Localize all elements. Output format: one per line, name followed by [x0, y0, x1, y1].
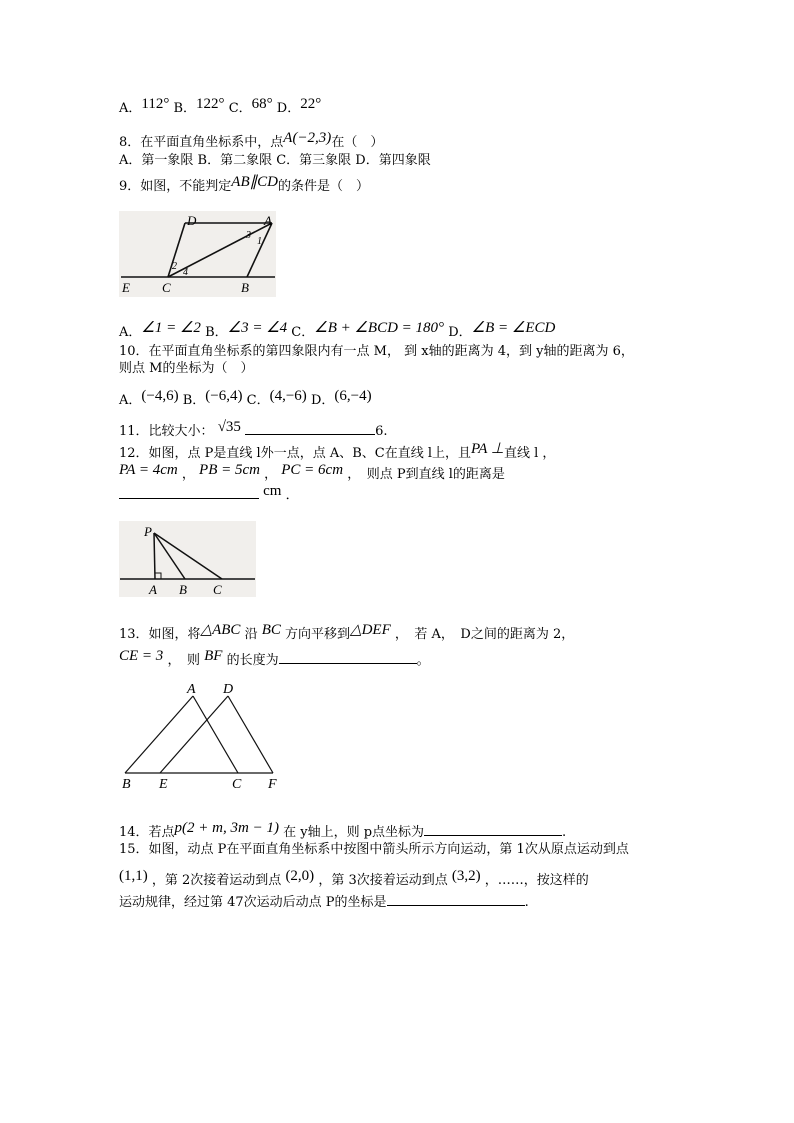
- q9-options: [119, 320, 556, 341]
- option-d-value: ∠B = ∠ECD: [471, 320, 556, 336]
- question-text: 在 y轴上，则 p点坐标为: [283, 825, 425, 840]
- label-B: B: [179, 582, 187, 597]
- option-letter: A．: [119, 325, 142, 340]
- option-a-value: 112°: [141, 96, 170, 112]
- unit: cm: [263, 483, 282, 499]
- q12-line3: [119, 485, 299, 504]
- segment-ba: [125, 696, 193, 773]
- question-text: ，第 3次接着运动到点: [318, 873, 448, 888]
- option-letter: C．: [291, 325, 315, 340]
- option-b-value: ∠3 = ∠4: [227, 320, 288, 336]
- math-bf: BF: [204, 648, 223, 664]
- question-text: 8．在平面直角坐标系中，点: [119, 135, 284, 150]
- question-text: ，第 2次接着运动到点: [151, 873, 282, 888]
- option-letter: C．: [228, 101, 252, 116]
- label-F: F: [268, 777, 277, 792]
- q15-line2: [119, 868, 589, 889]
- option-c-value: (4,−6): [269, 388, 307, 404]
- angle-label-3: 3: [246, 230, 251, 241]
- q7-options: [119, 96, 322, 117]
- option-d-value: 22°: [300, 96, 322, 112]
- math-condition: AB∥CD: [231, 174, 278, 190]
- option-letter: A．: [119, 101, 142, 116]
- option-d-value: (6,−4): [334, 388, 372, 404]
- q10-options: [119, 388, 372, 409]
- answer-blank[interactable]: [424, 822, 562, 836]
- option-a-value: ∠1 = ∠2: [141, 320, 201, 336]
- question-text: 11．比较大小：: [119, 424, 214, 439]
- question-text: 的长度为: [226, 653, 279, 668]
- math-point: A(−2,3): [283, 130, 332, 146]
- q12-figure: [119, 521, 256, 597]
- q14-stem: [119, 822, 566, 841]
- q13-figure: [119, 680, 284, 792]
- q10-line1: 10．在平面直角坐标系的第四象限内有一点 M， 到 x轴的距离为 4，到 y轴的距离为 6，: [119, 344, 634, 359]
- math-pc: PC = 6cm: [281, 462, 344, 478]
- label-A: A: [149, 582, 157, 597]
- angle-label-1: 1: [257, 236, 262, 247]
- option-letter: B．: [205, 325, 228, 340]
- option-letter: D．: [448, 325, 472, 340]
- question-text: 6.: [375, 424, 388, 439]
- option-letter: A．: [119, 393, 142, 408]
- question-text: 方向平移到: [285, 627, 351, 642]
- q12-line2: [119, 462, 505, 483]
- math-triangle-abc: △ABC: [200, 622, 241, 638]
- question-text: ， 则: [167, 653, 200, 668]
- label-C: C: [213, 582, 222, 597]
- angle-label-4: 4: [183, 267, 188, 278]
- label-P: P: [144, 524, 152, 539]
- q10-line2: 则点 M的坐标为（ ）: [119, 361, 254, 376]
- option-c-value: ∠B + ∠BCD = 180°: [314, 320, 445, 336]
- math-perp: PA ⊥: [471, 441, 504, 457]
- label-A: A: [264, 213, 272, 228]
- answer-blank[interactable]: [119, 485, 259, 499]
- question-text: 13．如图，将: [119, 627, 201, 642]
- q8-options: A．第一象限 B．第二象限 C．第三象限 D．第四象限: [119, 153, 431, 168]
- label-C: C: [232, 777, 242, 792]
- separator: ，: [264, 467, 278, 482]
- answer-blank[interactable]: [279, 650, 417, 664]
- math-bc: BC: [261, 622, 281, 638]
- math-point-p: p(2 + m, 3m − 1): [174, 820, 279, 836]
- punct: ．: [285, 488, 299, 503]
- q13-line2: [119, 650, 430, 669]
- question-text: ， 则点 P到直线 l的距离是: [347, 467, 505, 482]
- q13-line1: [119, 622, 575, 643]
- label-A: A: [187, 682, 196, 697]
- punct: 。: [416, 653, 430, 668]
- question-text: 在（ ）: [331, 135, 384, 150]
- question-text: 的条件是（ ）: [277, 179, 369, 194]
- math-pb: PB = 5cm: [199, 462, 260, 478]
- math-triangle-def: △DEF: [350, 622, 391, 638]
- option-letter: D．: [276, 101, 301, 116]
- math-point-2: (2,0): [285, 868, 315, 884]
- label-B: B: [241, 280, 249, 295]
- label-D: D: [223, 682, 234, 697]
- q11-stem: [119, 421, 387, 440]
- q9-figure: [119, 211, 276, 297]
- option-letter: D．: [310, 393, 335, 408]
- question-text: 9．如图，不能判定: [119, 179, 232, 194]
- label-D: D: [187, 213, 197, 228]
- math-ce: CE = 3: [119, 648, 164, 664]
- option-letter: B．: [173, 101, 197, 116]
- question-text: 14．若点: [119, 825, 175, 840]
- question-text: 运动规律，经过第 47次运动后动点 P的坐标是: [119, 895, 387, 910]
- q15-line1: 15．如图，动点 P在平面直角坐标系中按图中箭头所示方向运动，第 1次从原点运动到点: [119, 842, 629, 857]
- question-text: 12．如图，点 P是直线 l外一点，点 A、B、C在直线 l上，且: [119, 446, 472, 461]
- label-E: E: [122, 280, 130, 295]
- label-E: E: [159, 777, 168, 792]
- q9-stem: [119, 174, 369, 195]
- option-a-value: (−4,6): [141, 388, 179, 404]
- separator: ，: [181, 467, 195, 482]
- math-pa: PA = 4cm: [119, 462, 178, 478]
- q12-line1: [119, 441, 556, 462]
- segment-ed: [160, 696, 228, 773]
- question-text: 直线 l ，: [503, 446, 556, 461]
- punct: .: [562, 825, 567, 840]
- question-text: ， 若 A， D之间的距离为 2，: [394, 627, 575, 642]
- math-sqrt: √35: [217, 419, 241, 435]
- segment-ac: [193, 696, 238, 773]
- option-b-value: 122°: [196, 96, 225, 112]
- math-point-1: (1,1): [119, 868, 148, 884]
- question-text: 沿: [244, 627, 258, 642]
- segment-df: [228, 696, 273, 773]
- q15-line3: [119, 892, 529, 911]
- q8-stem: [119, 130, 384, 151]
- option-c-value: 68°: [251, 96, 273, 112]
- option-letter: C．: [246, 393, 270, 408]
- math-point-3: (3,2): [451, 868, 481, 884]
- punct: .: [524, 895, 529, 910]
- question-text: ，……，按这样的: [484, 873, 589, 888]
- segment-pa: [154, 533, 155, 579]
- angle-label-2: 2: [172, 261, 177, 272]
- answer-blank[interactable]: [245, 421, 375, 435]
- answer-blank[interactable]: [387, 892, 525, 906]
- option-letter: B．: [182, 393, 206, 408]
- label-C: C: [162, 280, 171, 295]
- option-b-value: (−6,4): [205, 388, 243, 404]
- label-B: B: [122, 777, 131, 792]
